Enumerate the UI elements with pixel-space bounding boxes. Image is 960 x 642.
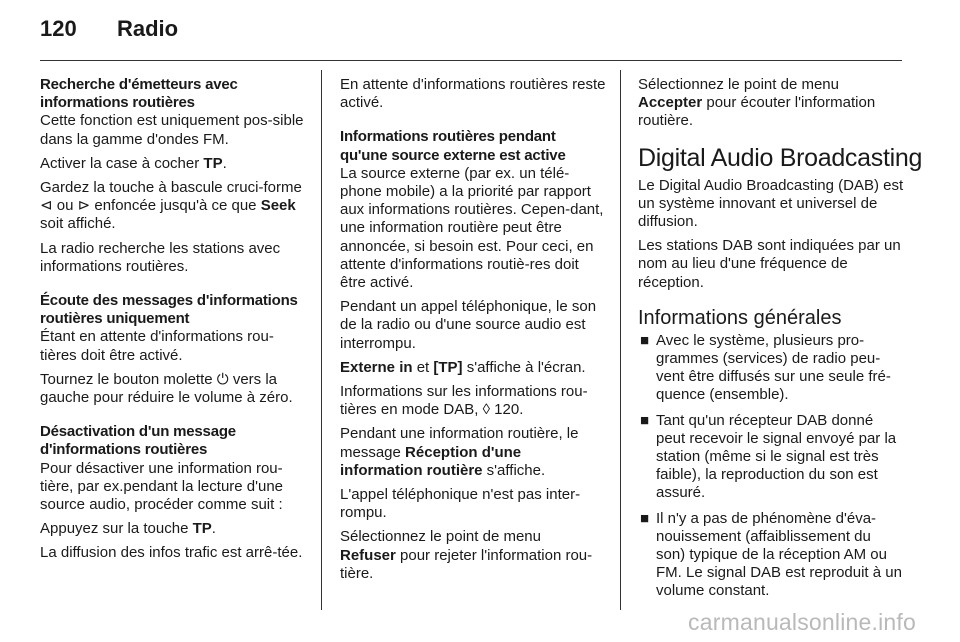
paragraph: Sélectionnez le point de menu Accepter pour écouter l'information routière.: [638, 76, 876, 130]
left-arrow-icon: ⊲: [40, 197, 53, 215]
paragraph: Externe in et [TP] s'affiche à l'écran.: [340, 358, 586, 376]
column-3: [638, 76, 923, 608]
seek-label: Seek: [260, 197, 296, 215]
refuser-label: Refuser: [340, 546, 396, 564]
heading-traffic-only: Écoute des messages d'informations routières uniquement: [40, 292, 298, 328]
paragraph: La diffusion des infos trafic est arrê-tée.: [40, 544, 303, 562]
paragraph: Tournez le bouton molette ⏻ vers la gauche pour réduire le volume à zéro.: [40, 370, 293, 407]
heading-traffic-search: Recherche d'émetteurs avec informations routières: [40, 76, 238, 112]
watermark: carmanualsonline.info: [688, 609, 916, 635]
accepter-label: Accepter: [638, 94, 703, 112]
paragraph: Pendant un appel téléphonique, le son de la radio ou d'une source audio est interrompu.: [340, 298, 597, 352]
paragraph: L'appel téléphonique n'est pas inter-rompu.: [340, 486, 581, 522]
paragraph: Cette fonction est uniquement pos-sible dans la gamme d'ondes FM.: [40, 112, 304, 148]
heading-dab: Digital Audio Broadcasting: [638, 143, 923, 172]
paragraph: La source externe (par ex. un télé-phone mobile) a la priorité par rapport aux informations routières. Cepen-dant, une information routière peut être annoncée, si besoin est. Pour ceci, en attente d'informations routiè-res doit être activé.: [340, 164, 604, 292]
message-label: Réception d'une information routière: [340, 443, 522, 479]
list-item: ■ Avec le système, plusieurs pro-grammes (services) de radio peu-vent être diffusés sur une seule fré-quence (ensemble).: [640, 331, 891, 404]
tp-label: TP: [192, 520, 212, 538]
section-title: Radio: [117, 16, 179, 41]
tp-label: [TP]: [433, 358, 463, 376]
paragraph: La radio recherche les stations avec informations routières.: [40, 239, 281, 275]
square-bullet-icon: ■: [640, 331, 650, 349]
header-rule: [40, 60, 902, 61]
paragraph: Le Digital Audio Broadcasting (DAB) est un système innovant et universel de diffusion.: [638, 176, 904, 231]
paragraph: Appuyez sur la touche TP.: [40, 520, 216, 538]
column-1: [40, 76, 306, 569]
page-number: 120: [40, 16, 77, 41]
right-arrow-icon: ⊳: [77, 197, 91, 215]
tp-label: TP: [203, 154, 223, 172]
page-reference-link[interactable]: ◊ 120: [482, 401, 520, 419]
paragraph: Sélectionnez le point de menu Refuser pour rejeter l'information rou-tière.: [340, 528, 593, 582]
list-item: ■ Tant qu'un récepteur DAB donné peut recevoir le signal envoyé par la station (même si le signal est très faible), la reproduction du son est assuré.: [640, 411, 897, 502]
power-knob-icon: ⏻: [216, 370, 229, 388]
paragraph: Pour désactiver une information rou-tière, par ex.pendant la lecture d'une source audio, procéder comme suit :: [40, 459, 284, 514]
paragraph: Activer la case à cocher TP.: [40, 154, 227, 172]
square-bullet-icon: ■: [640, 509, 650, 527]
paragraph: Informations sur les informations rou-tières en mode DAB, ◊ 120.: [340, 383, 588, 419]
column-2: [340, 76, 606, 589]
column-divider-1: [321, 70, 322, 610]
external-in-label: Externe in: [340, 358, 413, 376]
paragraph: En attente d'informations routières reste activé.: [340, 76, 606, 112]
heading-deactivate: Désactivation d'un message d'informations routières: [40, 423, 236, 459]
list-item: ■ Il n'y a pas de phénomène d'éva-nouissement (affaiblissement du son) typique de la réception AM ou FM. Le signal DAB est reproduit à un volume constant.: [640, 509, 902, 600]
column-divider-2: [620, 70, 621, 610]
heading-external-source: Informations routières pendant qu'une source externe est active: [340, 128, 566, 164]
paragraph: Étant en attente d'informations rou-tières doit être activé.: [40, 328, 274, 364]
bullet-list: [638, 332, 904, 601]
heading-general-info: Informations générales: [638, 306, 842, 329]
square-bullet-icon: ■: [640, 411, 650, 429]
paragraph: Pendant une information routière, le message Réception d'une information routière s'affiche.: [340, 425, 579, 479]
paragraph: Gardez la touche à bascule cruci-forme ⊲ ou ⊳ enfoncée jusqu'à ce que Seek soit affiché.: [40, 179, 302, 233]
paragraph: Les stations DAB sont indiquées par un nom au lieu d'une fréquence de réception.: [638, 237, 901, 291]
